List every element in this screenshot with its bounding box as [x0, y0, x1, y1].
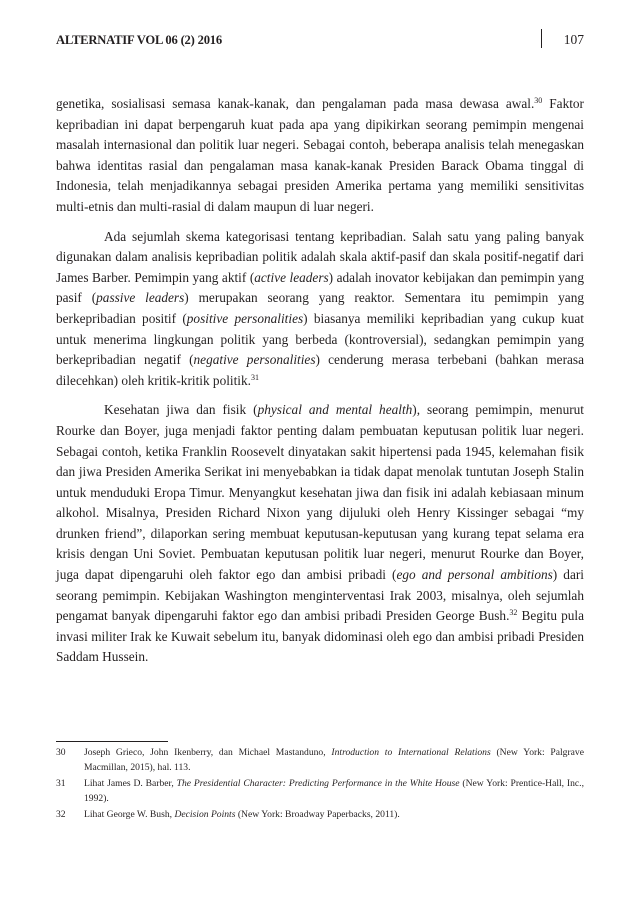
italic-term: active leaders	[254, 269, 329, 285]
body-text	[56, 94, 584, 677]
text-run: ) adalah inovator kebijakan dan pemimpin yang pasif (	[56, 269, 584, 306]
text-run: genetika, sosialisasi semasa kanak-kanak, dan pengalaman pada masa dewasa awal.	[56, 96, 535, 111]
text-run: Ada sejumlah skema kategorisasi tentang kepribadian. Salah satu yang paling banyak digunakan dalam analisis kepribadian politik adalah skala aktif-pasif dan skala positif-negatif dari James Barber. Pemimpin yang aktif (	[56, 228, 584, 285]
text-run: (New York: Prentice-Hall, Inc., 1992).	[84, 778, 584, 804]
text-run: Lihat James D. Barber,	[84, 778, 177, 790]
italic-term: positive personalities	[186, 310, 304, 326]
italic-term: physical and mental health	[257, 402, 413, 418]
text-run: Kesehatan jiwa dan fisik (	[104, 402, 258, 418]
text-run: ) merupakan seorang yang reaktor. Sementara itu pemimpin yang berkepribadian positif (	[56, 290, 584, 326]
footnote-number: 30	[56, 747, 66, 758]
text-run: Lihat George W. Bush,	[84, 809, 175, 821]
italic-term: passive leaders	[96, 290, 185, 306]
footnote-number: 31	[56, 778, 66, 790]
text-run: Faktor kepribadian ini dapat berpengaruh kuat pada apa yang dipikirkan seorang pemimpin mengenai masalah internasional dan politik luar negeri. Sebagai contoh, beberapa analisis telah menegaskan bahwa identitas rasial dan pengalaman masa kanak-kanak Presiden Barack Obama tinggal di Indonesia, telah menjadikannya sebagai presiden Amerika pertama yang memiliki sensitivitas multi-etnis dan multi-rasial di dalam maupun di luar negeri.	[56, 96, 584, 214]
footnote-reference: 32	[509, 608, 518, 618]
text-run: (New York: Palgrave Macmillan, 2015), hal. 113.	[84, 747, 584, 773]
footnote	[56, 746, 584, 775]
journal-title: ALTERNATIF VOL 06 (2) 2016	[56, 33, 222, 47]
footnote	[56, 808, 584, 823]
italic-term: negative personalities	[193, 352, 316, 368]
text-run: (New York: Broadway Paperbacks, 2011).	[235, 809, 400, 821]
italic-term: Introduction to International Relations	[331, 747, 491, 758]
text-run: ) dari seorang pemimpin. Kebijakan Washington menginterventasi Irak 2003, misalnya, oleh sejumlah pengamat banyak dipengaruhi faktor ego dan ambisi pribadi Presiden George Bush.	[56, 567, 584, 624]
paragraph	[56, 227, 584, 392]
paragraph	[56, 94, 584, 218]
header-divider	[541, 29, 542, 48]
italic-term: The Presidential Character: Predicting Performance in the White House	[176, 778, 460, 790]
footnote-separator	[56, 741, 168, 742]
text-run: Begitu pula invasi militer Irak ke Kuwait sebelum itu, banyak didominasi oleh ego dan ambisi pribadi Presiden Saddam Hussein.	[56, 608, 585, 665]
footnote-reference: 30	[534, 96, 543, 105]
running-header	[56, 29, 584, 51]
paragraph	[56, 400, 584, 668]
italic-term: ego and personal ambitions	[396, 567, 553, 583]
italic-term: Decision Points	[174, 809, 236, 821]
text-run: Joseph Grieco, John Ikenberry, dan Michael Mastanduno,	[84, 747, 332, 758]
footnotes	[56, 746, 584, 825]
footnote-reference: 31	[250, 372, 259, 382]
text-run: ), seorang pemimpin, menurut Rourke dan Boyer, juga menjadi faktor penting dalam pembuatan keputusan politik luar negeri. Sebagai contoh, ketika Franklin Roosevelt dinyatakan sakit hipertensi pada 1945, kelemahan fisik dan jiwa Presiden Amerika Serikat ini menyebabkan ia tidak dapat menolak tuntutan Joseph Stalin untuk menduduki Eropa Timur. Menyangkut kesehatan jiwa dan fisik ini adalah kebiasaan minum alkohol. Misalnya, Presiden Richard Nixon yang dijuluki oleh Henry Kissinger sebagai “my drunken friend”, dilaporkan sering membuat keputusan-keputusan yang kurang tepat selama era krisis dengan Uni Soviet. Pembuatan keputusan politik luar negeri, menurut Rourke dan Boyer, juga dapat dipengaruhi oleh faktor ego dan ambisi pribadi (	[56, 402, 584, 583]
footnote	[56, 777, 584, 806]
text-run: ) biasanya memiliki kepribadian yang cukup kuat untuk menerima lingkungan politik yang berbeda (kontroversial), sedangkan pemimpin yang berkepribadian negatif (	[56, 310, 584, 368]
page-number: 107	[563, 32, 584, 47]
text-run: ) cenderung merasa terbebani (bahkan merasa dilecehkan) oleh kritik-kritik politik.	[56, 352, 584, 388]
footnote-number: 32	[56, 809, 66, 821]
